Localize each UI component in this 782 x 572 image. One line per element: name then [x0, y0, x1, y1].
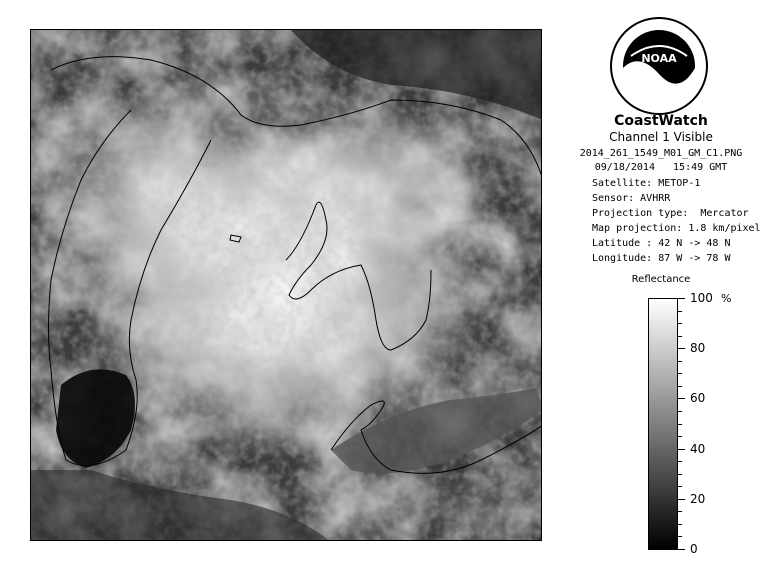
colorbar-minor-tick	[678, 536, 682, 537]
colorbar-minor-tick	[678, 461, 682, 462]
projection-type: Projection type: Mercator	[592, 208, 749, 219]
satellite-imagery	[31, 30, 542, 541]
longitude: Longitude: 87 W -> 78 W	[592, 253, 731, 264]
colorbar-tick	[678, 398, 685, 399]
colorbar-minor-tick	[678, 524, 682, 525]
satellite-map	[30, 29, 542, 541]
sensor: Sensor: AVHRR	[592, 193, 671, 204]
colorbar-minor-tick	[678, 511, 682, 512]
colorbar-tick-label: 60	[690, 391, 706, 406]
colorbar-unit: %	[721, 292, 732, 305]
colorbar-label: Reflectance	[631, 274, 691, 285]
colorbar-minor-tick	[678, 436, 682, 437]
colorbar-minor-tick	[678, 486, 682, 487]
colorbar-minor-tick	[678, 386, 682, 387]
filename: 2014_261_1549_M01_GM_C1.PNG	[579, 148, 743, 159]
noaa-logo	[609, 16, 709, 116]
title: CoastWatch	[614, 113, 708, 129]
map-projection: Map projection: 1.8 km/pixel	[592, 223, 761, 234]
colorbar-minor-tick	[678, 336, 682, 337]
colorbar-tick	[678, 499, 685, 500]
colorbar-minor-tick	[678, 311, 682, 312]
legend-panel	[556, 16, 766, 561]
colorbar-tick	[678, 549, 685, 550]
colorbar-minor-tick	[678, 323, 682, 324]
colorbar-minor-tick	[678, 373, 682, 374]
colorbar-tick-label: 0	[690, 542, 698, 556]
satellite: Satellite: METOP-1	[592, 178, 701, 189]
colorbar-minor-tick	[678, 411, 682, 412]
colorbar-minor-tick	[678, 361, 682, 362]
colorbar-tick	[678, 348, 685, 349]
colorbar-tick-label: 20	[690, 491, 706, 506]
latitude: Latitude : 42 N -> 48 N	[592, 238, 731, 249]
datetime: 09/18/2014 15:49 GMT	[594, 162, 728, 173]
logo-text: NOAA	[641, 52, 677, 65]
colorbar-tick-label: 40	[690, 441, 706, 456]
colorbar-minor-tick	[678, 474, 682, 475]
colorbar-tick-label: 80	[690, 341, 706, 356]
colorbar-tick	[678, 298, 685, 299]
colorbar-minor-tick	[678, 424, 682, 425]
colorbar-tick-label: 100	[690, 291, 713, 305]
subtitle: Channel 1 Visible	[609, 130, 713, 144]
colorbar-tick	[678, 449, 685, 450]
colorbar	[648, 298, 678, 550]
